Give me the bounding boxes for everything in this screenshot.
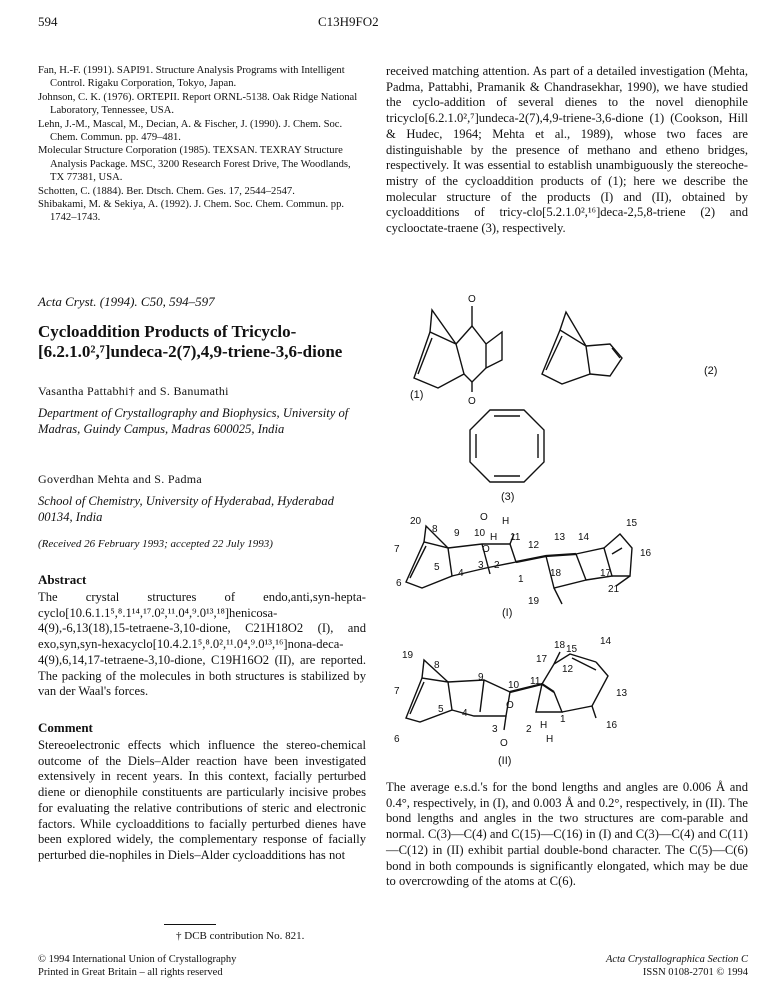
results-paragraph: The average e.s.d.'s for the bond lengths and angles are 0.006 Å and 0.4°, respectively, in (I), and 0.003 Å and 0.2°, respectively, in (II). The bond lengths and angles in the two structures are com-parable and normal. C(3)—C(4) and C(15)—C(16) in (I) and C(3)—C(4) and C(11)—C(12) in (II) exhibit partial double-bond character. The C(5)—C(6) bond in both compounds is significantly elongated, which may be due to overcrowding of the atoms at C(6). — [386, 780, 748, 889]
received-dates: (Received 26 February 1993; accepted 22 July 1993) — [38, 538, 273, 550]
atom-label: 10 — [474, 528, 486, 539]
atom-label: O — [506, 700, 514, 711]
footnote: † DCB contribution No. 821. — [176, 930, 305, 942]
structure-2 — [542, 312, 622, 384]
atom-label: 3 — [492, 724, 498, 735]
journal-name: Acta Crystallographica Section C — [605, 954, 748, 965]
reference-item: Lehn, J.-M., Mascal, M., Decian, A. & Fischer, J. (1990). J. Chem. Soc. Chem. Commun. pp. 479–481. — [38, 118, 343, 144]
atom-label: 7 — [394, 686, 400, 697]
atom-label: 9 — [454, 528, 460, 539]
atom-label: 13 — [554, 532, 566, 543]
atom-label: 5 — [434, 562, 440, 573]
atom-label: 11 — [530, 676, 541, 687]
atom-label: 13 — [616, 688, 628, 699]
atom-label: H — [502, 516, 510, 527]
atom-label: 6 — [396, 578, 402, 589]
atom-label: 20 — [410, 516, 422, 527]
structure-3 — [470, 410, 544, 482]
atom-label: 4 — [462, 708, 468, 719]
atom-label: 18 — [550, 568, 562, 579]
atom-label: 9 — [478, 672, 484, 683]
atom-label: 19 — [402, 650, 414, 661]
atom-label: 3 — [478, 560, 484, 571]
author-line: Goverdhan Mehta and S. Padma — [38, 472, 203, 486]
atom-label: 14 — [578, 532, 590, 543]
atom-label: 10 — [508, 680, 520, 691]
article-title: Cycloaddition Products of Tricyclo-[6.2.1.0²,⁷]undeca-2(7),4,9-triene-3,6-dione — [38, 322, 343, 361]
atom-label: 17 — [536, 654, 548, 665]
atom-label: 7 — [394, 544, 400, 555]
reference-item: Molecular Structure Corporation (1985). TEXSAN. TEXRAY Structure Analysis Package. MSC, 3200 Research Forest Drive, The Woodlands, TX 77381, USA. — [38, 145, 351, 184]
issn-line: ISSN 0108-2701 © 1994 — [642, 966, 748, 978]
article-citation: Acta Cryst. (1994). C50, 594–597 — [38, 294, 215, 309]
atom-label: 17 — [600, 568, 612, 579]
reference-item: Schotten, C. (1884). Ber. Dtsch. Chem. Ges. 17, 2544–2547. — [38, 185, 295, 197]
atom-label: 6 — [394, 734, 400, 745]
caption-1: (1) — [410, 389, 424, 401]
caption-3: (3) — [501, 491, 515, 503]
caption-I: (I) — [502, 607, 513, 619]
author-line: Vasantha Pattabhi† and S. Banumathi — [38, 384, 229, 398]
atom-label: 2 — [526, 724, 532, 735]
atom-label: H — [546, 734, 554, 745]
structure-1 — [414, 294, 502, 407]
caption-II: (II) — [498, 755, 512, 767]
atom-label: 5 — [438, 704, 444, 715]
copyright-line: © 1994 International Union of Crystallography — [38, 954, 237, 965]
abstract-text: The crystal structures of endo,anti,syn-hepta-cyclo[10.6.1.1⁵,⁸.1¹⁴,¹⁷.0²,¹¹.0⁴,⁹.0¹³,¹⁸]henicosa-4(9),-6,13(18),15-tetraene-3,10-dione, C21H18O2 (I), and exo,syn,syn-hexacyclo[10.4.2.1⁵,⁸.0²,¹¹.0⁴,⁹.0¹³,¹⁶]nona-deca-4(9),6,14,17-tetraene-3,10-dione, C19H16O2 (II), are reported. The packing of the molecules in both structures is stabilized by van der Waal's forces. — [38, 590, 366, 699]
atom-label: 4 — [458, 568, 464, 579]
atom-label: 15 — [566, 644, 578, 655]
atom-label: H — [490, 532, 498, 543]
atom-label: H — [540, 720, 548, 731]
atom-label: O — [482, 544, 490, 555]
chemical-structures-figure — [386, 286, 748, 776]
copyright-block — [38, 954, 236, 979]
intro-paragraph: received matching attention. As part of a detailed investigation (Mehta, Padma, Pattabhi, Pramanik & Chandrasekhar, 1990), we have studied the cyclo-addition of several dienes to the novel dienophile tricyclo[6.2.1.0²,⁷]undeca-2(7),4,9-triene-3,6-dione (1) (Cookson, Hill & Hudec, 1964; Mehta et al., 1989), whose two faces are distinguishable by the presence of methano and etheno bridges, respectively. It was essential to establish unambiguously the stereoche-mistry of the cycloaddition products of (1); here we describe the molecular structure of the products (I) and (II), obtained by cycloadditions of tricy-clo[5.2.1.0²,¹⁶]deca-2,5,8-triene (2) and cyclooctate-traene (3), respectively. — [386, 64, 748, 236]
footnote-rule — [164, 924, 216, 925]
caption-2: (2) — [704, 365, 718, 377]
affiliation: Department of Crystallography and Biophysics, University of Madras, Guindy Campus, Madras 600025, India — [38, 406, 349, 436]
running-title: C13H9FO2 — [318, 14, 379, 29]
comment-text: Stereoelectronic effects which influence the stereo-chemical outcome of the Diels–Alder reaction have been investigated extensively in recent years. In this context, facially perturbed diene or dienophile constituents are particularly incisive probes for evaluating the relative contributions of steric and electronic factors. While cycloadditions to facially perturbed dienes have been explored widely, the complementary response of facially perturbed die-nophiles in Diels–Alder cycloadditions has not — [38, 738, 366, 862]
affiliation: School of Chemistry, University of Hyderabad, Hyderabad 00134, India — [38, 494, 334, 524]
atom-label: O — [500, 738, 508, 749]
atom-label: 18 — [554, 640, 566, 651]
atom-label: 12 — [562, 664, 574, 675]
atom-label: 12 — [528, 540, 540, 551]
reference-item: Johnson, C. K. (1976). ORTEPII. Report ORNL-5138. Oak Ridge National Laboratory, Tennessee, USA. — [38, 91, 358, 117]
atom-label: 8 — [432, 524, 438, 535]
abstract-heading: Abstract — [38, 572, 87, 587]
atom-label: 15 — [626, 518, 638, 529]
atom-label: 11 — [510, 532, 521, 543]
reference-item: Fan, H.-F. (1991). SAPI91. Structure Analysis Programs with Intelligent Control. Rigaku Corporation, Tokyo, Japan. — [38, 65, 345, 90]
page-number: 594 — [38, 14, 58, 29]
atom-label: 19 — [528, 596, 540, 607]
journal-footer — [520, 954, 748, 979]
atom-label: 21 — [608, 584, 620, 595]
printed-line: Printed in Great Britain – all rights reserved — [38, 966, 223, 978]
comment-heading: Comment — [38, 720, 93, 735]
atom-label: 1 — [560, 714, 566, 725]
atom-label: 16 — [606, 720, 618, 731]
reference-item: Shibakami, M. & Sekiya, A. (1992). J. Chem. Soc. Chem. Commun. pp. 1742–1743. — [38, 199, 345, 224]
atom-label: 1 — [518, 574, 524, 585]
atom-label: 14 — [600, 636, 612, 647]
atom-label: 2 — [494, 560, 500, 571]
reference-list — [38, 64, 366, 225]
atom-label: O — [480, 512, 488, 523]
oxygen-label: O — [468, 294, 476, 305]
atom-label: 16 — [640, 548, 652, 559]
atom-label: 8 — [434, 660, 440, 671]
oxygen-label: O — [468, 396, 476, 407]
